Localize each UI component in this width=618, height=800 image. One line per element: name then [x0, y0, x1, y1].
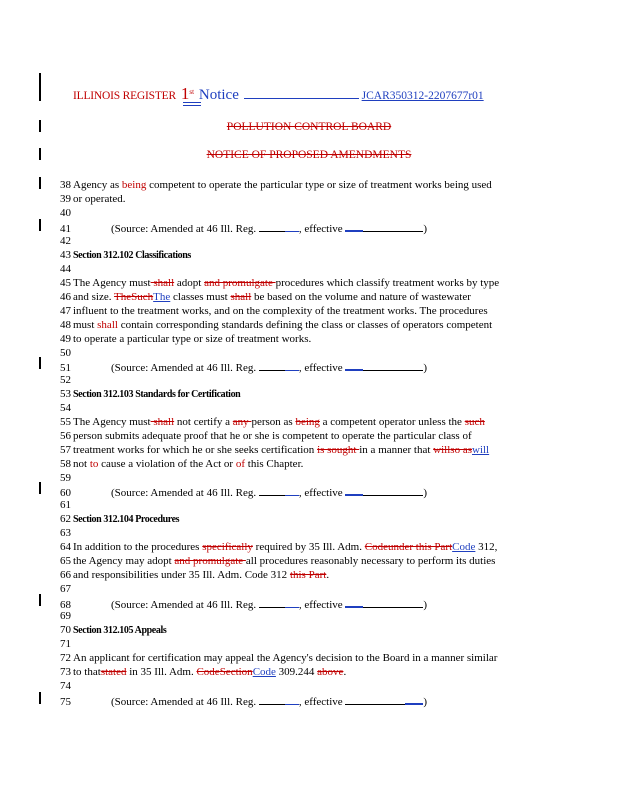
- blank-underline: [345, 596, 363, 608]
- line-number: 67: [60, 583, 71, 595]
- text-line: [60, 471, 73, 485]
- text-line: [60, 304, 488, 318]
- blank-underline: [345, 359, 363, 371]
- source-prefix: (Source: Amended at 46 Ill. Reg.: [111, 599, 257, 611]
- line-text: required by 35 Ill. Adm.: [252, 541, 365, 553]
- inserted-text: being: [121, 179, 147, 191]
- deleted-text: such: [464, 416, 485, 428]
- source-prefix: (Source: Amended at 46 Ill. Reg.: [111, 223, 257, 235]
- change-bar: [39, 692, 41, 704]
- line-number: 63: [60, 527, 71, 539]
- blank-underline: [363, 485, 423, 496]
- blank-underline: [259, 694, 285, 705]
- line-number: 71: [60, 638, 71, 650]
- text-line: [60, 415, 485, 429]
- change-bar: [39, 357, 41, 369]
- line-text: .: [326, 569, 330, 581]
- line-number: 51: [60, 362, 71, 374]
- line-text: person submits adequate proof that he or she is competent to operate the particular class of: [73, 430, 472, 442]
- blank-underline: [285, 360, 299, 371]
- change-bar: [39, 219, 41, 231]
- blank-underline: [285, 221, 299, 232]
- deleted-text: shall: [230, 291, 252, 303]
- line-text: adopt: [174, 277, 205, 289]
- source-line: [60, 693, 427, 709]
- text-line: [60, 679, 73, 693]
- header-notice: Notice: [198, 87, 239, 103]
- line-number: 72: [60, 652, 71, 664]
- line-number: 75: [60, 696, 71, 708]
- deleted-text: will: [433, 444, 451, 456]
- line-text: this Chapter.: [245, 458, 304, 470]
- line-number: 39: [60, 193, 71, 205]
- source-prefix: (Source: Amended at 46 Ill. Reg.: [111, 696, 257, 708]
- line-text: contain corresponding standards defining the class or classes of operators competent: [117, 319, 493, 331]
- source-line: [60, 484, 427, 500]
- header-rule: [244, 88, 359, 99]
- blank-underline: [259, 360, 285, 371]
- line-text: all procedures reasonably necessary to perform its duties: [245, 555, 496, 567]
- blank-underline: [363, 360, 423, 371]
- inserted-text: shall: [97, 319, 118, 331]
- change-bar: [39, 482, 41, 494]
- deleted-text: specifically: [202, 541, 253, 553]
- inserted-text: The: [153, 291, 171, 303]
- blank-underline: [363, 597, 423, 608]
- section-heading: [60, 512, 179, 527]
- blank-underline: [285, 694, 299, 705]
- source-close: ): [423, 487, 428, 499]
- line-number: 56: [60, 430, 71, 442]
- deleted-text: TheSuch: [114, 291, 154, 303]
- text-line: [60, 373, 73, 387]
- source-effective: , effective: [298, 362, 343, 374]
- text-line: [60, 443, 489, 457]
- blank-underline: [345, 484, 363, 496]
- section-title: Section 312.104 Procedures: [73, 514, 180, 525]
- line-text: An applicant for certification may appeal the Agency's decision to the Board in a manner similar: [73, 652, 498, 664]
- line-number: 60: [60, 487, 71, 499]
- blank-underline: [259, 485, 285, 496]
- line-text: be based on the volume and nature of wastewater: [251, 291, 471, 303]
- change-bar: [39, 73, 41, 101]
- inserted-text: Code: [452, 541, 476, 553]
- source-prefix: (Source: Amended at 46 Ill. Reg.: [111, 362, 257, 374]
- text-line: [60, 457, 303, 471]
- line-text: 312,: [475, 541, 498, 553]
- line-text: The Agency must: [73, 416, 151, 428]
- line-number: 73: [60, 666, 71, 678]
- line-number: 42: [60, 235, 71, 247]
- text-line: [60, 192, 126, 206]
- deleted-text: CodeSection: [196, 666, 253, 678]
- line-text: classes must: [170, 291, 231, 303]
- blank-underline: [345, 220, 363, 232]
- text-line: [60, 554, 495, 568]
- text-line: [60, 651, 497, 665]
- header-superscript: st: [189, 88, 195, 97]
- line-text: 309.244: [275, 666, 318, 678]
- source-close: ): [423, 599, 428, 611]
- source-prefix: (Source: Amended at 46 Ill. Reg.: [111, 487, 257, 499]
- line-number: 54: [60, 402, 71, 414]
- line-number: 65: [60, 555, 71, 567]
- text-line: [60, 540, 497, 554]
- line-text: the Agency may adopt: [73, 555, 175, 567]
- source-effective: , effective: [298, 599, 343, 611]
- deleted-text: being: [295, 416, 320, 428]
- line-number: 55: [60, 416, 71, 428]
- text-line: [60, 609, 73, 623]
- text-line: [60, 346, 73, 360]
- section-title: Section 312.103 Standards for Certification: [73, 389, 241, 400]
- deleted-text: shall: [150, 277, 175, 289]
- line-text: .: [343, 666, 347, 678]
- line-text: to operate a particular type or size of treatment works.: [73, 333, 312, 345]
- text-line: [60, 178, 492, 192]
- change-bar: [39, 594, 41, 606]
- line-number: 48: [60, 319, 71, 331]
- inserted-text: of: [235, 458, 246, 470]
- text-line: [60, 206, 73, 220]
- line-number: 69: [60, 610, 71, 622]
- text-line: [60, 276, 499, 290]
- blank-underline: [345, 694, 405, 705]
- deleted-text: above: [317, 666, 344, 678]
- text-line: [60, 429, 472, 443]
- line-number: 41: [60, 223, 71, 235]
- line-number: 68: [60, 599, 71, 611]
- deleted-text: Codeunder this Part: [364, 541, 453, 553]
- section-heading: [60, 623, 166, 638]
- source-line: [60, 359, 427, 375]
- blank-underline: [285, 485, 299, 496]
- deleted-text: any: [232, 416, 252, 428]
- line-text: and size.: [73, 291, 115, 303]
- line-text: to that: [73, 666, 101, 678]
- blank-underline: [363, 221, 423, 232]
- inserted-text: to: [89, 458, 99, 470]
- line-text: cause a violation of the Act or: [98, 458, 236, 470]
- inserted-text: will: [472, 444, 490, 456]
- header-double-rule: [183, 102, 201, 106]
- line-number: 66: [60, 569, 71, 581]
- source-close: ): [423, 696, 428, 708]
- register-label: ILLINOIS REGISTER: [73, 90, 176, 102]
- line-number: 52: [60, 374, 71, 386]
- text-line: [60, 582, 73, 596]
- blank-underline: [405, 693, 423, 705]
- text-line: [60, 332, 311, 346]
- line-number: 47: [60, 305, 71, 317]
- line-text: not certify a: [174, 416, 233, 428]
- text-line: [60, 262, 73, 276]
- line-number: 62: [60, 513, 71, 525]
- text-line: [60, 526, 73, 540]
- line-text: a competent operator unless the: [319, 416, 465, 428]
- line-text: Agency as: [73, 179, 122, 191]
- line-text: must: [73, 319, 98, 331]
- line-number: 50: [60, 347, 71, 359]
- line-text: person as: [251, 416, 296, 428]
- line-number: 45: [60, 277, 71, 289]
- line-text: procedures which classify treatment works by type: [275, 277, 500, 289]
- text-line: [60, 637, 73, 651]
- line-text: not: [73, 458, 90, 470]
- line-number: 38: [60, 179, 71, 191]
- line-text: influent to the treatment works, and on the complexity of the treatment works. The procedures: [73, 305, 488, 317]
- blank-underline: [285, 597, 299, 608]
- text-line: [60, 234, 73, 248]
- deleted-text: so as: [450, 444, 472, 456]
- line-text: In addition to the procedures: [73, 541, 203, 553]
- line-text: competent to operate the particular type or size of treatment works being used: [146, 179, 492, 191]
- header-page-number: 1: [180, 84, 190, 103]
- section-heading: [60, 387, 240, 402]
- line-text: The Agency must: [73, 277, 151, 289]
- change-bar: [39, 177, 41, 189]
- source-close: ): [423, 223, 428, 235]
- line-text: in a manner that: [359, 444, 434, 456]
- blank-underline: [259, 597, 285, 608]
- board-title: POLLUTION CONTROL BOARD: [226, 121, 392, 133]
- source-line: [60, 220, 427, 236]
- line-number: 40: [60, 207, 71, 219]
- line-number: 59: [60, 472, 71, 484]
- line-number: 70: [60, 624, 71, 636]
- deleted-text: is sought: [317, 444, 360, 456]
- line-number: 46: [60, 291, 71, 303]
- line-number: 58: [60, 458, 71, 470]
- text-line: [60, 498, 73, 512]
- line-text: or operated.: [73, 193, 126, 205]
- source-close: ): [423, 362, 428, 374]
- section-title: Section 312.102 Classifications: [73, 250, 191, 261]
- line-number: 74: [60, 680, 71, 692]
- line-number: 49: [60, 333, 71, 345]
- source-effective: , effective: [298, 696, 343, 708]
- register-header: [73, 84, 484, 104]
- header-doc-id: JCAR350312-2207677r01: [361, 90, 484, 102]
- blank-underline: [259, 221, 285, 232]
- line-number: 64: [60, 541, 71, 553]
- source-effective: , effective: [298, 223, 343, 235]
- section-heading: [60, 248, 191, 263]
- deleted-text: and promulgate: [174, 555, 246, 567]
- text-line: [60, 665, 346, 679]
- line-text: treatment works for which he or she seeks certification: [73, 444, 318, 456]
- inserted-text: Code: [252, 666, 276, 678]
- deleted-text: stated: [100, 666, 127, 678]
- text-line: [60, 568, 329, 582]
- source-effective: , effective: [298, 487, 343, 499]
- line-text: in 35 Ill. Adm.: [126, 666, 197, 678]
- text-line: [60, 290, 471, 304]
- text-line: [60, 318, 492, 332]
- line-text: and responsibilities under 35 Ill. Adm. Code 312: [73, 569, 290, 581]
- source-line: [60, 596, 427, 612]
- notice-title: NOTICE OF PROPOSED AMENDMENTS: [206, 149, 412, 161]
- line-number: 57: [60, 444, 71, 456]
- line-number: 53: [60, 388, 71, 400]
- section-title: Section 312.105 Appeals: [73, 625, 167, 636]
- line-number: 43: [60, 249, 71, 261]
- text-line: [60, 401, 73, 415]
- line-number: 61: [60, 499, 71, 511]
- deleted-text: shall: [150, 416, 175, 428]
- deleted-text: and promulgate: [204, 277, 276, 289]
- line-number: 44: [60, 263, 71, 275]
- deleted-text: this Part: [289, 569, 327, 581]
